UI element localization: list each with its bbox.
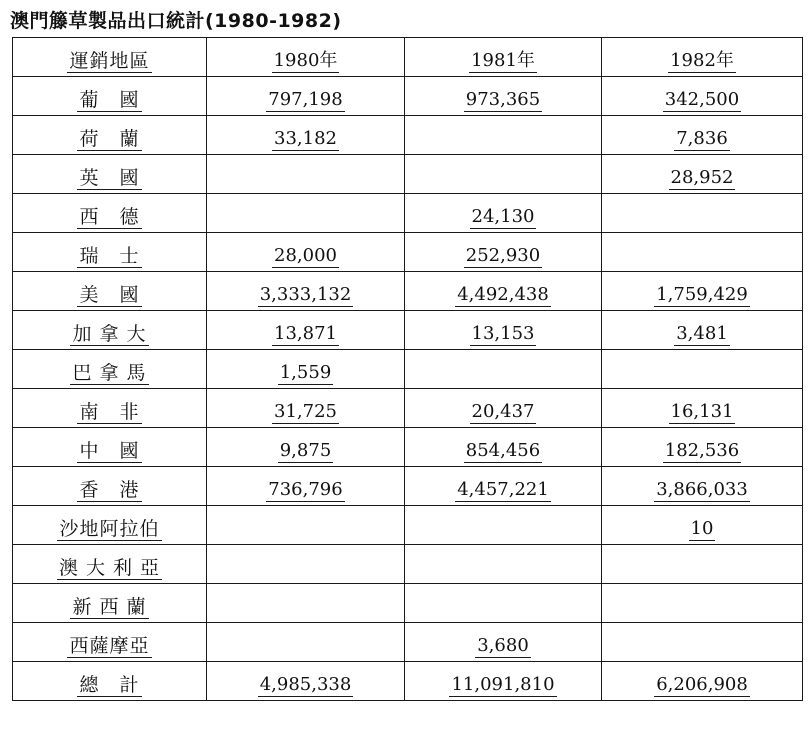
cell-value-1982: 1,759,429 [602, 272, 803, 311]
export-statistics-table [12, 37, 803, 701]
table-row [13, 233, 803, 272]
cell-region: 總 計 [13, 662, 207, 701]
cell-value-1980 [207, 194, 405, 233]
cell-value-1981 [405, 155, 602, 194]
cell-value-1981: 13,153 [405, 311, 602, 350]
header-region: 運銷地區 [13, 38, 207, 77]
table-row [13, 155, 803, 194]
cell-value-1981 [405, 506, 602, 545]
cell-region: 瑞 士 [13, 233, 207, 272]
cell-value-1982: 3,481 [602, 311, 803, 350]
table-row [13, 623, 803, 662]
table-row [13, 311, 803, 350]
cell-value-1981: 11,091,810 [405, 662, 602, 701]
table-row [13, 428, 803, 467]
cell-value-1981 [405, 545, 602, 584]
table-row [13, 506, 803, 545]
cell-region: 澳 大 利 亞 [13, 545, 207, 584]
cell-region: 加 拿 大 [13, 311, 207, 350]
cell-value-1981: 973,365 [405, 77, 602, 116]
cell-value-1980: 736,796 [207, 467, 405, 506]
cell-value-1980 [207, 506, 405, 545]
cell-value-1981 [405, 350, 602, 389]
cell-value-1980 [207, 584, 405, 623]
cell-value-1980: 28,000 [207, 233, 405, 272]
cell-value-1982: 3,866,033 [602, 467, 803, 506]
cell-value-1982: 7,836 [602, 116, 803, 155]
cell-value-1982: 10 [602, 506, 803, 545]
cell-region: 葡 國 [13, 77, 207, 116]
table-row [13, 584, 803, 623]
document-title: 澳門籐草製品出口統計(1980-1982) [10, 10, 342, 32]
cell-value-1981: 24,130 [405, 194, 602, 233]
cell-value-1980: 4,985,338 [207, 662, 405, 701]
cell-value-1980 [207, 545, 405, 584]
cell-value-1980: 31,725 [207, 389, 405, 428]
table-row [13, 350, 803, 389]
cell-region: 巴 拿 馬 [13, 350, 207, 389]
cell-region: 中 國 [13, 428, 207, 467]
table-row [13, 662, 803, 701]
cell-value-1982 [602, 545, 803, 584]
table-row [13, 467, 803, 506]
table-header-row [13, 38, 803, 77]
cell-value-1981 [405, 116, 602, 155]
cell-value-1980 [207, 623, 405, 662]
cell-value-1981: 854,456 [405, 428, 602, 467]
table-row [13, 77, 803, 116]
cell-region: 西薩摩亞 [13, 623, 207, 662]
table-row [13, 272, 803, 311]
cell-value-1982: 16,131 [602, 389, 803, 428]
cell-value-1980: 797,198 [207, 77, 405, 116]
cell-value-1982 [602, 350, 803, 389]
cell-region: 英 國 [13, 155, 207, 194]
header-1981: 1981年 [405, 38, 602, 77]
cell-region: 西 德 [13, 194, 207, 233]
cell-value-1980 [207, 155, 405, 194]
cell-value-1982: 182,536 [602, 428, 803, 467]
cell-region: 沙地阿拉伯 [13, 506, 207, 545]
cell-value-1981: 252,930 [405, 233, 602, 272]
cell-value-1980: 13,871 [207, 311, 405, 350]
cell-value-1980: 9,875 [207, 428, 405, 467]
cell-value-1981: 4,457,221 [405, 467, 602, 506]
cell-region: 荷 蘭 [13, 116, 207, 155]
cell-value-1982 [602, 623, 803, 662]
table-row [13, 116, 803, 155]
cell-value-1982: 342,500 [602, 77, 803, 116]
table-row [13, 194, 803, 233]
cell-value-1982 [602, 194, 803, 233]
header-1980: 1980年 [207, 38, 405, 77]
cell-value-1982 [602, 233, 803, 272]
table-row [13, 545, 803, 584]
cell-value-1982 [602, 584, 803, 623]
cell-value-1980: 3,333,132 [207, 272, 405, 311]
cell-value-1981: 4,492,438 [405, 272, 602, 311]
cell-value-1980: 1,559 [207, 350, 405, 389]
cell-value-1982: 28,952 [602, 155, 803, 194]
cell-value-1980: 33,182 [207, 116, 405, 155]
cell-region: 新 西 蘭 [13, 584, 207, 623]
cell-value-1982: 6,206,908 [602, 662, 803, 701]
cell-value-1981: 3,680 [405, 623, 602, 662]
cell-region: 美 國 [13, 272, 207, 311]
table-row [13, 389, 803, 428]
cell-region: 香 港 [13, 467, 207, 506]
cell-value-1981: 20,437 [405, 389, 602, 428]
header-1982: 1982年 [602, 38, 803, 77]
cell-value-1981 [405, 584, 602, 623]
cell-region: 南 非 [13, 389, 207, 428]
